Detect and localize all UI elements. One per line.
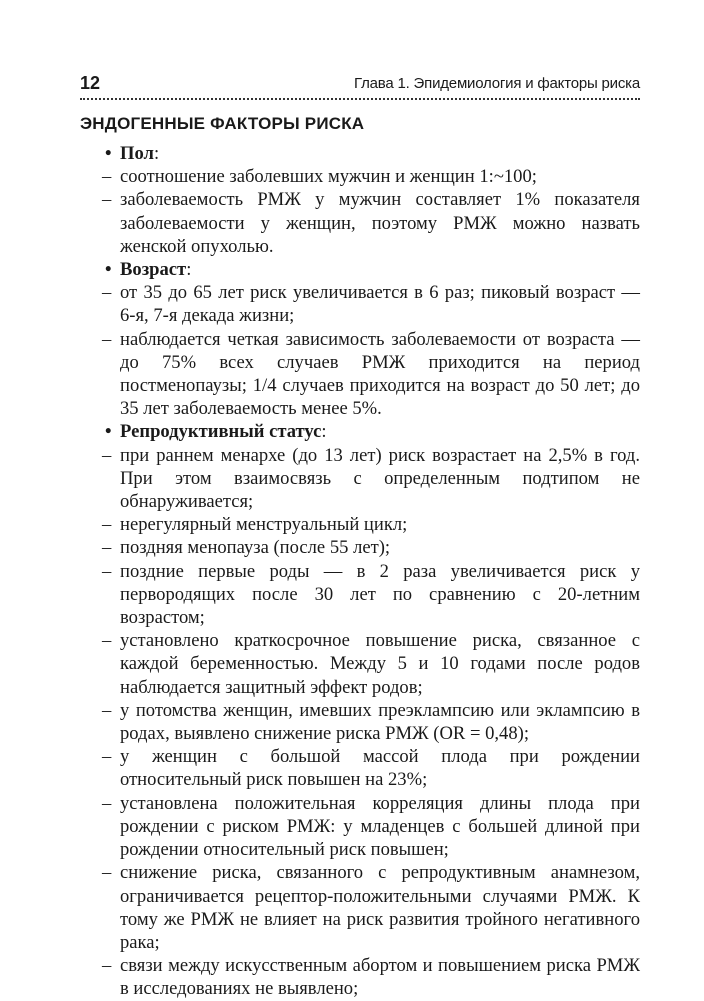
dash-text: заболеваемость РМЖ у мужчин составляет 1% показателя заболеваемости у женщин, поэтому РМЖ можно назвать женской опухолью.	[120, 189, 640, 257]
dash-text: поздние первые роды — в 2 раза увеличивается риск у первородящих после 30 лет по сравнению с 20-летним возрастом;	[120, 560, 640, 629]
bullet-label: Пол	[120, 143, 154, 164]
dash-item	[80, 165, 640, 188]
dash-marker: –	[102, 862, 112, 884]
chapter-title: Глава 1. Эпидемиология и факторы риска	[354, 75, 640, 92]
dash-marker: –	[102, 328, 112, 350]
dash-marker: –	[102, 630, 112, 652]
bullet-marker: •	[105, 143, 112, 164]
dash-item	[80, 328, 640, 421]
bullet-item	[80, 420, 640, 443]
dash-item	[80, 513, 640, 536]
dash-text: связи между искусственным абортом и повышением риска РМЖ в исследованиях не выявлено;	[120, 955, 640, 1000]
bullet-label: Репродуктивный статус	[120, 421, 322, 443]
dash-marker: –	[102, 699, 112, 721]
bullet-item	[80, 142, 640, 165]
dash-text: от 35 до 65 лет риск увеличивается в 6 раз; пиковый возраст — 6-я, 7-я декада жизни;	[120, 282, 640, 327]
dash-item	[80, 861, 640, 954]
dash-item	[80, 560, 640, 630]
dash-item	[80, 629, 640, 699]
bullet-suffix: :	[186, 259, 192, 281]
dash-text: поздняя менопауза (после 55 лет);	[120, 537, 391, 559]
dash-item	[80, 536, 640, 559]
dash-marker: –	[102, 560, 112, 582]
dash-marker: –	[102, 955, 112, 977]
dash-item	[80, 281, 640, 327]
bullet-label: Возраст	[120, 259, 187, 281]
dash-marker: –	[102, 166, 112, 188]
dash-text: при раннем менархе (до 13 лет) риск возрастает на 2,5% в год. При этом взаимосвязь с определенным подтипом не обнаруживается;	[120, 444, 640, 513]
body-text	[80, 142, 640, 1001]
bullet-marker: •	[105, 259, 112, 281]
dash-text: соотношение заболевших мужчин и женщин 1:~100;	[120, 166, 537, 188]
dash-marker: –	[102, 792, 112, 814]
dash-text: у женщин с большой массой плода при рождении относительный риск повышен на 23%;	[120, 746, 640, 791]
dash-item	[80, 699, 640, 745]
dash-item	[80, 444, 640, 514]
dash-item	[80, 954, 640, 1000]
dash-text: снижение риска, связанного с репродуктивным анамнезом, ограничивается рецептор-положительными случаями РМЖ. К тому же РМЖ не влияет на риск развития тройного негативного рака;	[120, 862, 640, 953]
dash-marker: –	[102, 444, 112, 466]
bullet-suffix: :	[153, 143, 160, 164]
page-number: 12	[80, 73, 101, 93]
bullet-item	[80, 258, 640, 281]
dash-marker: –	[102, 189, 112, 211]
section-heading: ЭНДОГЕННЫЕ ФАКТОРЫ РИСКА	[80, 114, 365, 133]
dash-item	[80, 188, 640, 258]
dash-marker: –	[102, 514, 112, 536]
book-page	[80, 64, 640, 1001]
dash-marker: –	[102, 537, 112, 559]
dash-marker: –	[102, 746, 112, 768]
dash-marker: –	[102, 282, 112, 304]
dash-text: установлена положительная корреляция длины плода при рождении с риском РМЖ: у младенцев с большей длиной при рождении относительный риск повышен;	[120, 792, 640, 861]
bullet-marker: •	[105, 421, 112, 443]
running-header	[80, 64, 640, 100]
dash-item	[80, 792, 640, 862]
bullet-suffix: :	[321, 421, 327, 443]
dash-text: наблюдается четкая зависимость заболеваемости от возраста — до 75% всех случаев РМЖ приходится на период постменопаузы; 1/4 случаев приходится на возраст до 50 лет; до 35 лет заболеваемость менее 5%.	[120, 328, 640, 420]
dash-text: нерегулярный менструальный цикл;	[120, 514, 408, 536]
dash-item	[80, 745, 640, 791]
dash-text: у потомства женщин, имевших преэклампсию или эклампсию в родах, выявлено снижение риска РМЖ (OR = 0,48);	[120, 699, 640, 745]
dash-text: установлено краткосрочное повышение риска, связанное с каждой беременностью. Между 5 и 10 годами после родов наблюдается защитный эффект родов;	[120, 630, 640, 698]
